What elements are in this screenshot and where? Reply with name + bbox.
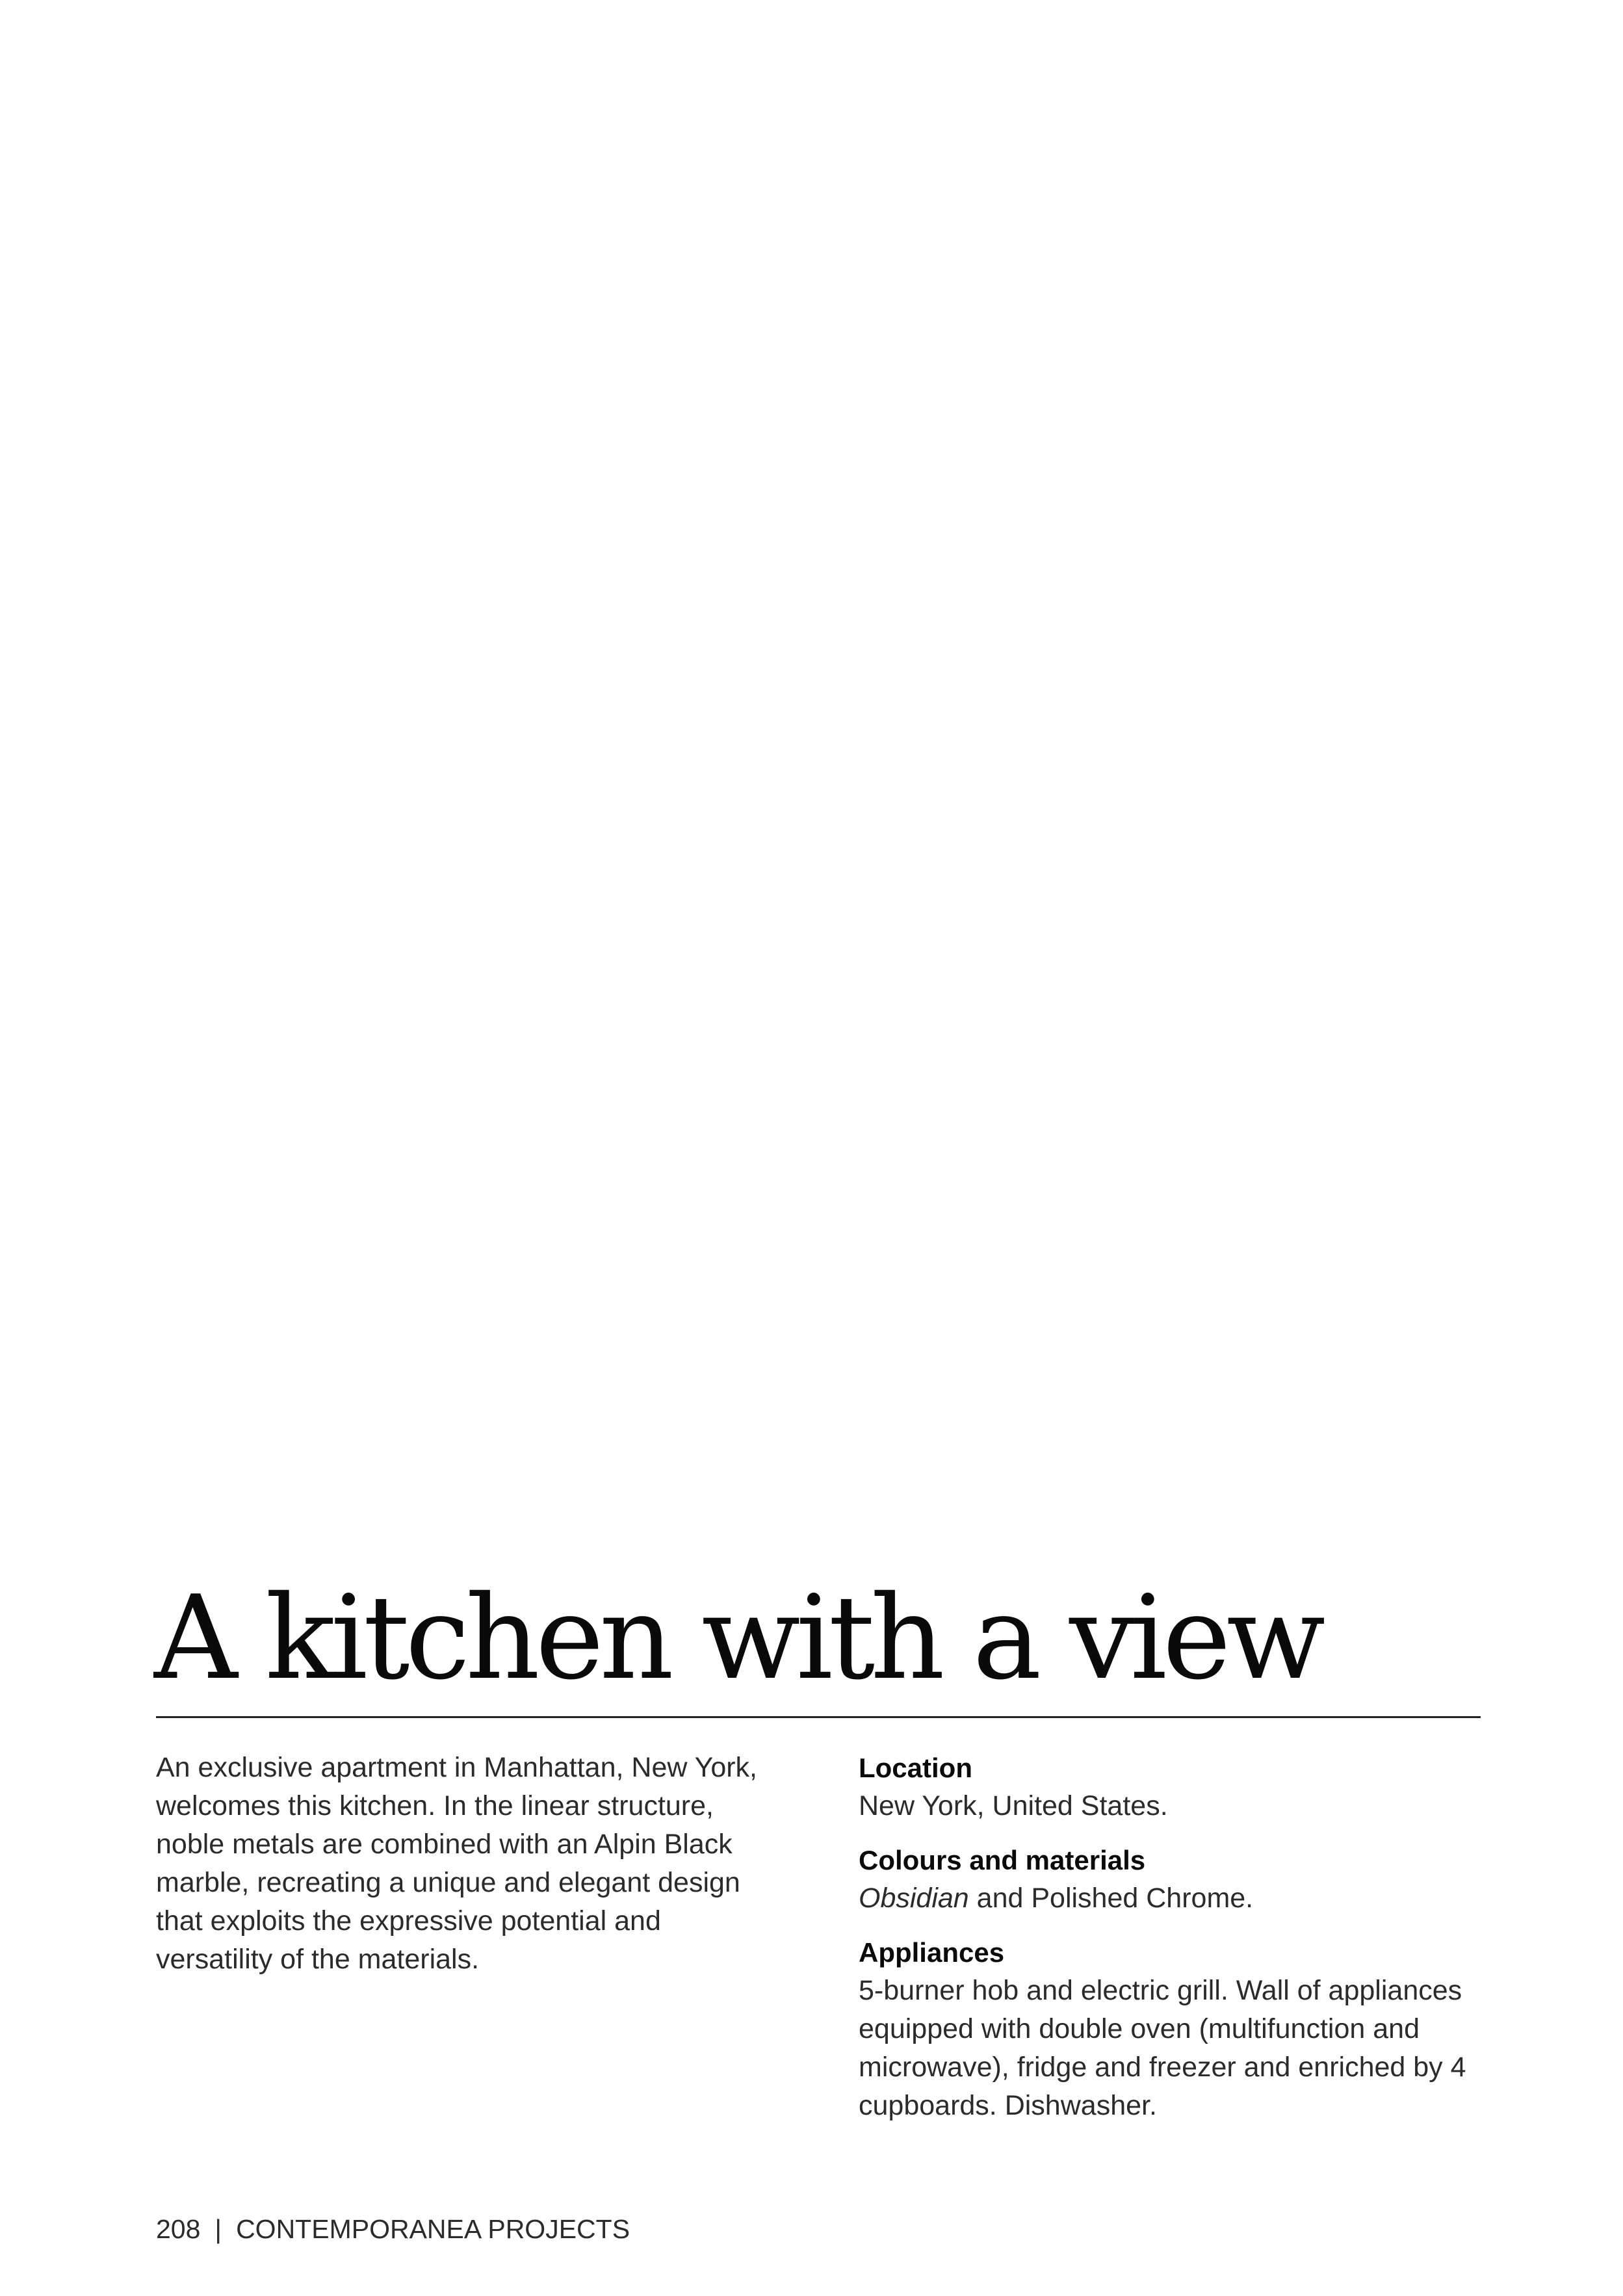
intro-paragraph: An exclusive apartment in Manhattan, New York, welcomes this kitchen. In the linear structure, noble metals are combined with an Alpin Black marble, recreating a unique and elegant design that exploits the expressive potential and versatility of the materials. [156, 1752, 758, 1975]
spec-location [859, 1749, 1470, 1825]
spec-location-label: Location [859, 1753, 972, 1783]
page-title: A kitchen with a view [154, 1571, 1321, 1705]
spec-colours-italic: Obsidian [859, 1883, 969, 1914]
spec-location-value: New York, United States. [859, 1790, 1168, 1821]
footer-separator: | [214, 2214, 222, 2244]
spec-colours [859, 1841, 1470, 1918]
spec-appliances-value: 5-burner hob and electric grill. Wall of appliances equipped with double oven (multifunction and microwave), fridge and freezer and enriched by 4 cupboards. Dishwasher. [859, 1975, 1466, 2121]
specs-list [859, 1749, 1470, 2141]
spec-colours-rest: and Polished Chrome. [968, 1883, 1254, 1914]
spec-colours-label: Colours and materials [859, 1845, 1146, 1875]
spec-appliances [859, 1933, 1470, 2125]
spec-colours-value [859, 1879, 1470, 1918]
page-number: 208 [156, 2214, 201, 2244]
page-footer [156, 2213, 630, 2245]
title-divider [156, 1716, 1481, 1718]
spec-appliances-label: Appliances [859, 1937, 1005, 1968]
publication-name: CONTEMPORANEA PROJECTS [236, 2214, 630, 2244]
